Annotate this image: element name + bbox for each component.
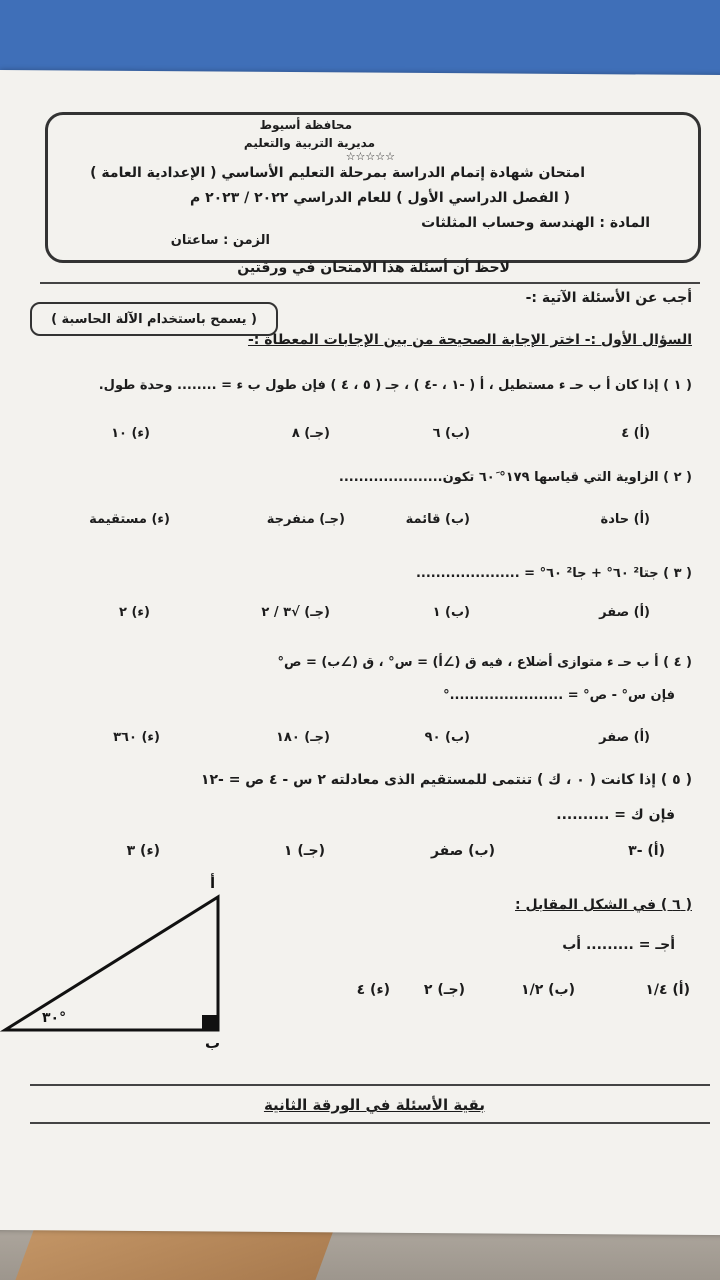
q4-choice-b: (ب) ٩٠ — [424, 730, 470, 745]
q6-choice-b: (ب) ١/٢ — [521, 982, 575, 998]
exam-title: امتحان شهادة إتمام الدراسة بمرحلة التعليم الأساسي ( الإعدادية العامة ) — [90, 165, 585, 181]
q1-choice-d: (ء) ١٠ — [111, 426, 150, 441]
question-6-text: ( ٦ ) في الشكل المقابل : — [515, 897, 692, 913]
header-box — [45, 112, 701, 263]
q4-choice-d: (ء) ٣٦٠ — [113, 730, 160, 745]
right-angle-marker — [202, 1015, 217, 1030]
q6-choice-d: (ء) ٤ — [356, 982, 390, 998]
q5-choice-d: (ء) ٣ — [126, 843, 160, 859]
q2-choice-d: (ء) مستقيمة — [89, 512, 170, 527]
directorate: مديرية التربية والتعليم — [243, 136, 375, 150]
question-3-text: ( ٣ ) جتا² ٦٠° + جا² ٦٠° = ..................... — [415, 566, 692, 581]
q5-choice-c: (جـ) ١ — [283, 843, 325, 859]
q5-choice-b: (ب) صفر — [430, 843, 495, 859]
q1-choice-c: (جـ) ٨ — [291, 426, 330, 441]
q5-choice-a: (أ) -٣ — [628, 843, 665, 859]
question1-title: السؤال الأول :- اختر الإجابة الصحيحة من بين الإجابات المعطاة :- — [247, 332, 692, 348]
question-4-text: ( ٤ ) أ ب حـ ء متوازى أضلاع ، فيه ق (∠أ) = س° ، ق (∠ب) = ص° — [277, 655, 692, 670]
instruction: أجب عن الأسئلة الآتية :- — [525, 290, 692, 306]
q2-choice-a: (أ) حادة — [600, 512, 650, 527]
q4-choice-a: (أ) صفر — [599, 730, 650, 745]
q1-choice-b: (ب) ٦ — [432, 426, 470, 441]
q2-choice-c: (جـ) منفرجة — [266, 512, 345, 527]
divider-top — [40, 282, 700, 284]
q6-choice-a: (أ) ١/٤ — [645, 982, 690, 998]
angle-label: ٣٠° — [42, 1010, 67, 1026]
exam-time: الزمن : ساعتان — [170, 233, 270, 248]
question-6-text2: أجـ = ......... أب — [562, 937, 675, 953]
q3-choice-b: (ب) ١ — [432, 605, 470, 620]
q3-choice-c: (جـ) √٣ / ٢ — [261, 605, 330, 620]
calculator-note: ( يسمح باستخدام الآلة الحاسبة ) — [30, 302, 278, 336]
divider-bottom-2 — [30, 1122, 710, 1124]
q2-choice-b: (ب) قائمة — [405, 512, 470, 527]
q1-choice-a: (أ) ٤ — [621, 426, 650, 441]
triangle-shape — [5, 897, 218, 1030]
stars: ☆☆☆☆☆ — [345, 150, 395, 163]
exam-subject: المادة : الهندسة وحساب المثلثات — [421, 215, 650, 231]
q3-choice-a: (أ) صفر — [599, 605, 650, 620]
governorate: محافظة أسيوط — [259, 118, 352, 132]
question-5-text2: فإن ك = .......... — [556, 807, 675, 823]
vertex-a-label: أ — [210, 874, 216, 892]
right-triangle-figure — [0, 860, 240, 1050]
q6-choice-c: (جـ) ٢ — [423, 982, 465, 998]
q4-choice-c: (جـ) ١٨٠ — [275, 730, 330, 745]
footer-note: بقية الأسئلة في الورقة الثانية — [263, 1096, 485, 1114]
divider-bottom-1 — [30, 1084, 710, 1086]
vertex-b-label: ب — [205, 1034, 221, 1050]
question-1-text: ( ١ ) إذا كان أ ب حـ ء مستطيل ، أ ( -١ ، -٤ ) ، جـ ( ٥ ، ٤ ) فإن طول ب ء = ........ وحدة طول. — [98, 378, 692, 393]
exam-term: ( الفصل الدراسي الأول ) للعام الدراسي ٢٠٢٢ / ٢٠٢٣ م — [189, 190, 570, 206]
two-pages-note: لاحظ أن أسئلة هذا الامتحان في ورقتين — [237, 260, 510, 276]
q3-choice-d: (ء) ٢ — [119, 605, 150, 620]
question-2-text: ( ٢ ) الزاوية التي قياسها ١٧٩° ٦٠َ تكون..................... — [338, 470, 692, 485]
question-5-text: ( ٥ ) إذا كانت ( ٠ ، ك ) تنتمى للمستقيم الذى معادلته ٢ س - ٤ ص = -١٢ — [200, 772, 692, 788]
question-4-text2: فإن س° - ص° = .......................° — [443, 688, 675, 703]
